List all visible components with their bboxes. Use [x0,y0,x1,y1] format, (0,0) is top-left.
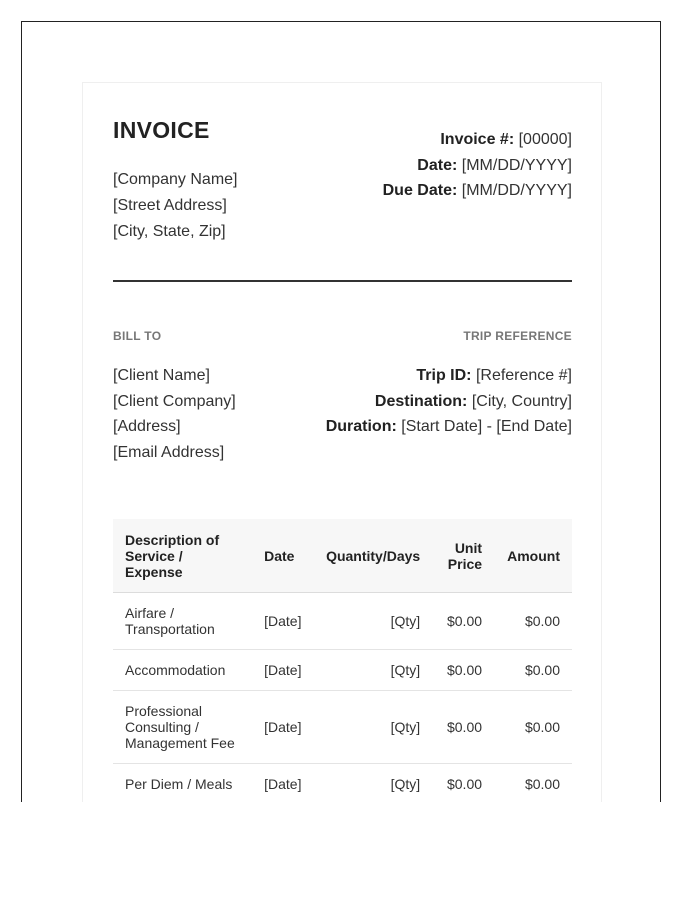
table-header-row [113,519,572,593]
row-description-line: Management Fee [125,735,235,751]
section-labels [113,329,572,353]
document-viewport [21,21,661,802]
header-unit-price-line: Unit [454,539,483,556]
row-quantity: [Qty] [314,593,432,650]
header-description [113,519,252,593]
header-description-line: Description of [125,531,220,548]
row-description-line: Accommodation [125,662,226,678]
row-description [113,593,252,650]
header-description-line: Expense [125,563,183,580]
invoice-content [113,117,572,792]
company-city: [City, State, Zip] [113,223,226,240]
duration-row [326,414,572,440]
row-unit-price: $0.00 [432,650,494,691]
table-header [113,519,572,593]
row-amount: $0.00 [494,764,572,803]
row-quantity: [Qty] [314,650,432,691]
row-description-line: Transportation [125,621,215,637]
row-description [113,764,252,803]
bill-to-heading: BILL TO [113,329,162,343]
header-unit-price [432,519,494,593]
invoice-date-value: [MM/DD/YYYY] [461,156,572,174]
destination-value: [City, Country] [471,392,572,410]
trip-id-row [326,363,572,389]
row-description-line: Consulting / [125,719,199,735]
bill-to-info [113,363,236,466]
destination-row [326,389,572,415]
client-email: [Email Address] [113,444,225,462]
duration-label: Duration: [325,418,397,436]
invoice-date-label: Date: [417,156,458,174]
invoice-page [82,82,602,802]
invoice-date-row [383,153,572,179]
row-amount: $0.00 [494,593,572,650]
duration-value: [Start Date] - [End Date] [401,418,572,436]
table-row [113,650,572,691]
row-unit-price: $0.00 [432,764,494,803]
row-description [113,691,252,764]
row-date: [Date] [252,691,314,764]
table-row [113,691,572,764]
header-quantity: Quantity/Days [314,519,432,593]
trip-reference-heading: TRIP REFERENCE [463,329,572,343]
header-divider [113,280,572,282]
line-items-table [113,519,572,802]
invoice-number-label: Invoice #: [440,131,515,148]
invoice-number-row [383,127,572,153]
due-date-value: [MM/DD/YYYY] [461,182,572,199]
client-company: [Client Company] [113,392,236,410]
trip-reference-info [326,363,572,440]
trip-id-label: Trip ID: [416,367,472,384]
header-description-line: Service / [125,547,183,564]
client-name: [Client Name] [113,367,210,384]
company-info [113,167,238,245]
invoice-title: INVOICE [113,117,210,143]
row-quantity: [Qty] [314,764,432,803]
table-body [113,593,572,803]
row-description-line: Professional [125,703,203,719]
header-amount: Amount [494,519,572,593]
company-street: [Street Address] [113,197,227,214]
row-description-line: Airfare / [125,605,175,621]
header-unit-price-line: Price [447,555,483,572]
row-date: [Date] [252,650,314,691]
row-date: [Date] [252,593,314,650]
destination-label: Destination: [374,392,468,410]
invoice-header [113,117,572,281]
row-unit-price: $0.00 [432,691,494,764]
due-date-row [383,178,572,204]
row-description-line: Per Diem / Meals [125,776,233,792]
row-amount: $0.00 [494,650,572,691]
trip-id-value: [Reference #] [475,367,572,384]
row-date: [Date] [252,764,314,803]
row-quantity: [Qty] [314,691,432,764]
client-address: [Address] [113,418,181,436]
due-date-label: Due Date: [382,182,458,199]
table-row [113,764,572,803]
row-amount: $0.00 [494,691,572,764]
invoice-number-value: [00000] [518,131,572,148]
invoice-meta [383,127,572,204]
header-date: Date [252,519,314,593]
row-unit-price: $0.00 [432,593,494,650]
company-name: [Company Name] [113,171,238,188]
row-description [113,650,252,691]
billing-block [113,363,572,513]
table-row [113,593,572,650]
